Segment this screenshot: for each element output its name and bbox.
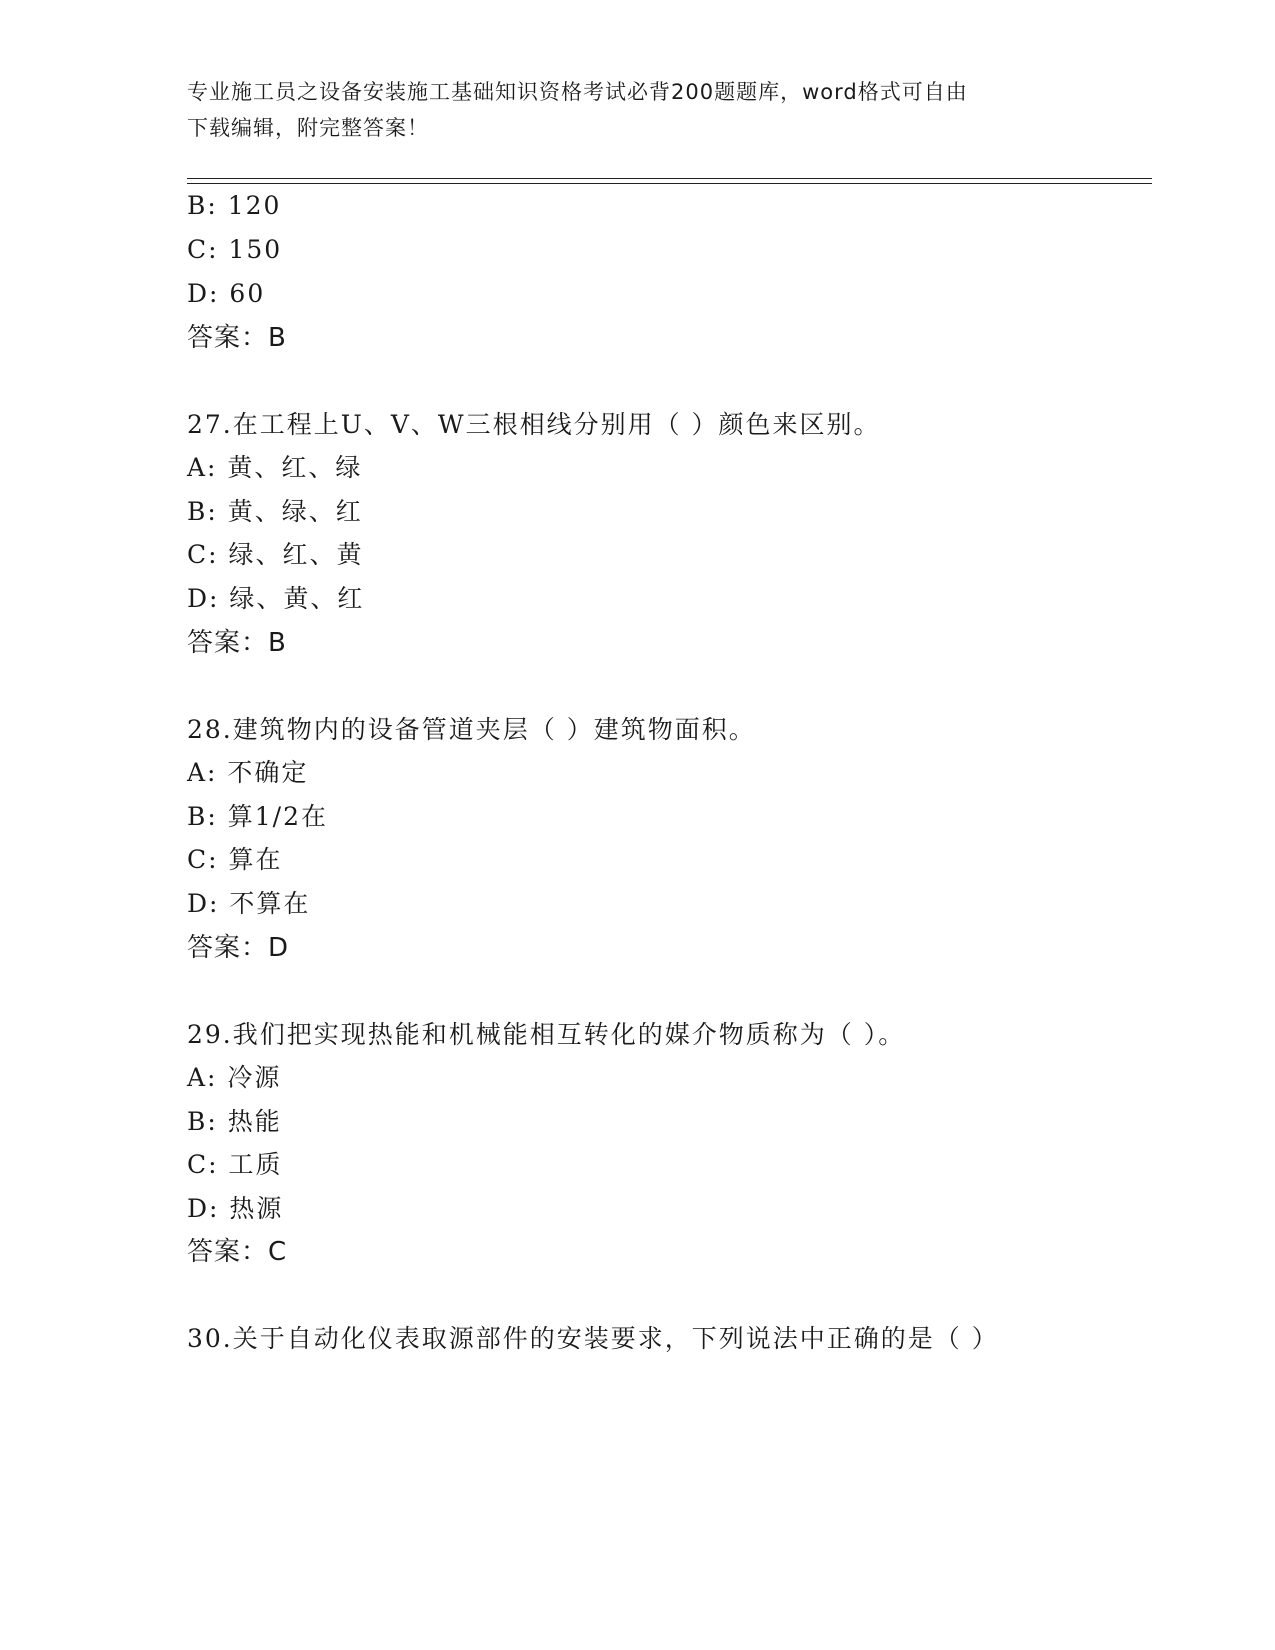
q27-option-b: B: 黄、绿、红 [187, 497, 363, 526]
q28-answer: 答案：D [187, 933, 290, 963]
q27-stem: 27.在工程上U、V、W三根相线分别用（ ）颜色来区别。 [187, 410, 881, 439]
q28-option-c: C: 算在 [187, 845, 283, 874]
q28-option-a: A: 不确定 [187, 758, 309, 787]
q26-option-b: B: 120 [187, 191, 282, 220]
document-header [187, 74, 1067, 146]
q29-option-d: D: 热源 [187, 1194, 284, 1223]
header-divider-bottom [187, 183, 1152, 184]
q30-stem: 30.关于自动化仪表取源部件的安装要求，下列说法中正确的是（ ） [187, 1324, 999, 1353]
q28-option-b: B: 算1/2在 [187, 802, 328, 831]
q29-option-a: A: 冷源 [187, 1063, 282, 1092]
q27-option-c: C: 绿、红、黄 [187, 540, 364, 569]
q29-option-b: B: 热能 [187, 1107, 282, 1136]
q29-option-c: C: 工质 [187, 1150, 283, 1179]
header-title-line2: 下载编辑，附完整答案！ [187, 116, 429, 140]
q27-option-d: D: 绿、黄、红 [187, 584, 365, 613]
q26-option-d: D: 60 [187, 279, 266, 308]
header-divider-top [187, 178, 1152, 179]
q29-answer: 答案：C [187, 1237, 288, 1267]
q28-option-d: D: 不算在 [187, 889, 311, 918]
q27-answer: 答案：B [187, 628, 287, 658]
header-title-line1: 专业施工员之设备安装施工基础知识资格考试必背200题题库，word格式可自由 [187, 80, 968, 104]
q26-answer: 答案：B [187, 323, 287, 353]
q27-option-a: A: 黄、红、绿 [187, 453, 363, 482]
q29-stem: 29.我们把实现热能和机械能相互转化的媒介物质称为（ ）。 [187, 1020, 906, 1049]
q26-option-c: C: 150 [187, 235, 283, 264]
q28-stem: 28.建筑物内的设备管道夹层（ ）建筑物面积。 [187, 715, 756, 744]
